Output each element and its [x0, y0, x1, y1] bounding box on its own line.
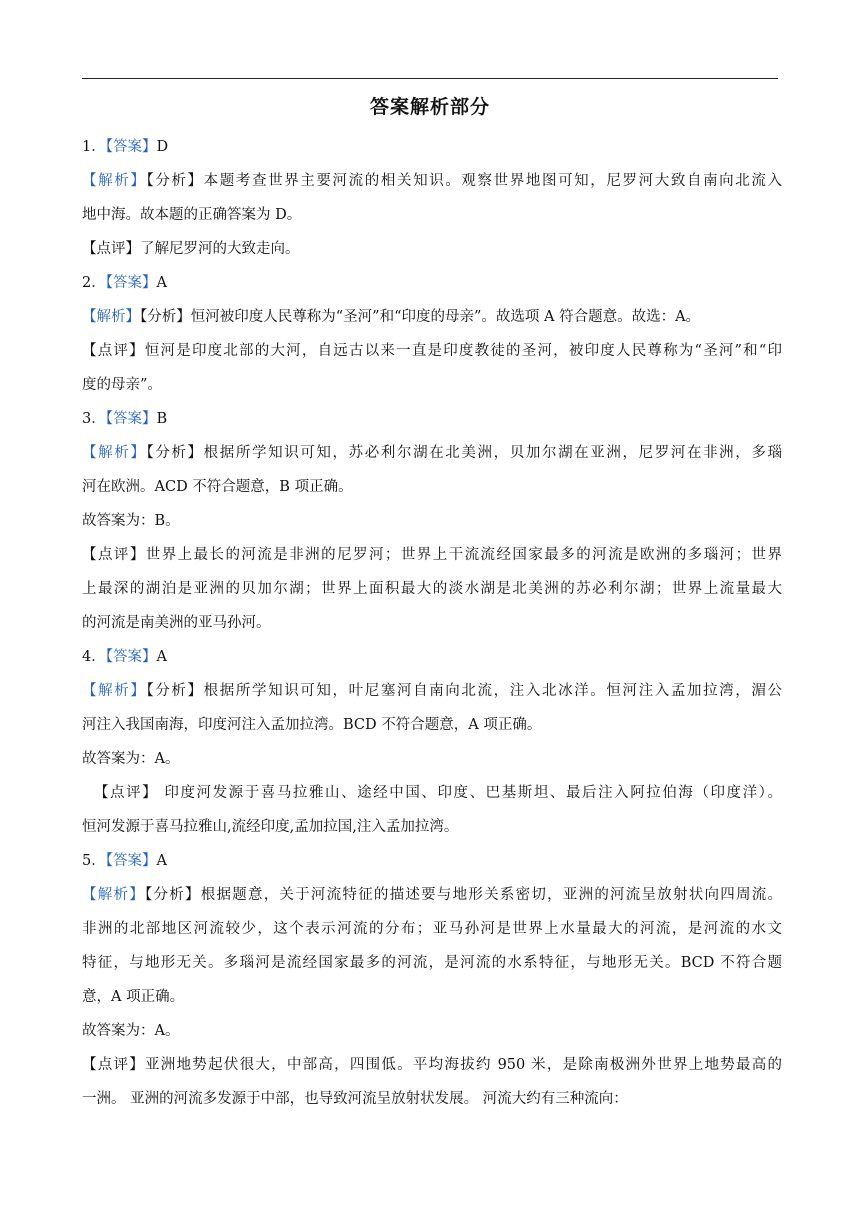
comment-text: 的河流是南美洲的亚马孙河。 — [82, 615, 271, 631]
analysis-line — [82, 470, 782, 504]
answer-value: B — [156, 411, 168, 427]
comment-text: 度的母亲”。 — [82, 377, 162, 393]
comment-line — [82, 810, 782, 844]
answer-tag: 【答案】 — [105, 275, 157, 291]
answer-line — [82, 402, 782, 436]
answer-value: A — [156, 853, 167, 869]
analysis-text: 河注入我国南海，印度河注入孟加拉湾。BCD 不符合题意，A 项正确。 — [82, 717, 542, 733]
comment-line — [82, 1048, 782, 1082]
analysis-text: 非洲的北部地区河流较少，这个表示河流的分布；亚马孙河是世界上水量最大的河流，是河流的水文 — [82, 921, 782, 937]
answer-value: D — [156, 139, 169, 155]
comment-line — [82, 368, 782, 402]
comment-line — [82, 334, 782, 368]
answer-tag: 【答案】 — [105, 139, 157, 155]
comment-line — [82, 538, 782, 572]
answer-tag: 【答案】 — [105, 411, 157, 427]
comment-text: 恒河发源于喜马拉雅山,流经印度,孟加拉国,注入孟加拉湾。 — [82, 819, 459, 835]
comment-text: 【点评】恒河是印度北部的大河，自远古以来一直是印度教徒的圣河，被印度人民尊称为“圣河”和“印 — [82, 343, 782, 359]
comment-text: 【点评】亚洲地势起伏很大，中部高，四围低。平均海拔约 950 米，是除南极洲外世界上地势最高的 — [82, 1057, 782, 1073]
comment-text: 【点评】了解尼罗河的大致走向。 — [82, 241, 300, 257]
analysis-text: 【分析】恒河被印度人民尊称为“圣河”和“印度的母亲”。故选项 A 符合题意。故选：A。 — [140, 309, 701, 325]
analysis-tag: 【解析】 — [82, 309, 140, 325]
analysis-tag: 【解析】 — [82, 683, 147, 699]
comment-text: 【点评】 印度河发源于喜马拉雅山、途经中国、印度、巴基斯坦、最后注入阿拉伯海（印度洋）。 — [94, 785, 782, 801]
analysis-line — [82, 912, 782, 946]
analysis-line — [82, 300, 782, 334]
comment-line — [82, 1082, 782, 1116]
comment-text: 【点评】世界上最长的河流是非洲的尼罗河；世界上干流流经国家最多的河流是欧洲的多瑙河；世界 — [82, 547, 782, 563]
analysis-tag: 【解析】 — [82, 445, 147, 461]
answer-line — [82, 130, 782, 164]
analysis-tag: 【解析】 — [82, 887, 145, 903]
conclusion-line — [82, 504, 782, 538]
comment-text: 上最深的湖泊是亚洲的贝加尔湖；世界上面积最大的淡水湖是北美洲的苏必利尔湖；世界上流量最大 — [82, 581, 782, 597]
conclusion-text: 故答案为：B。 — [82, 513, 180, 529]
analysis-line — [82, 436, 782, 470]
answer-tag: 【答案】 — [105, 649, 157, 665]
comment-line — [82, 232, 782, 266]
analysis-text: 【分析】根据题意，关于河流特征的描述要与地形关系密切，亚洲的河流呈放射状向四周流。 — [144, 887, 782, 903]
analysis-line — [82, 708, 782, 742]
analysis-text: 【分析】本题考查世界主要河流的相关知识。观察世界地图可知，尼罗河大致自南向北流入 — [146, 173, 782, 189]
answer-tag: 【答案】 — [105, 853, 157, 869]
question-number: 2． — [82, 275, 106, 291]
answer-line — [82, 266, 782, 300]
question-number: 1． — [82, 139, 106, 155]
analysis-line — [82, 674, 782, 708]
comment-line — [82, 606, 782, 640]
analysis-line — [82, 980, 782, 1014]
comment-line — [82, 572, 782, 606]
analysis-text: 【分析】根据所学知识可知，苏必利尔湖在北美洲，贝加尔湖在亚洲，尼罗河在非洲，多瑙 — [146, 445, 782, 461]
page-title: 答案解析部分 — [369, 96, 490, 118]
answer-content — [82, 130, 782, 1116]
analysis-text: 【分析】根据所学知识可知，叶尼塞河自南向北流，注入北冰洋。恒河注入孟加拉湾，湄公 — [146, 683, 782, 699]
analysis-line — [82, 164, 782, 198]
answer-value: A — [156, 275, 167, 291]
analysis-text: 河在欧洲。ACD 不符合题意，B 项正确。 — [82, 479, 353, 495]
analysis-text: 特征，与地形无关。多瑙河是流经国家最多的河流，是河流的水系特征，与地形无关。BCD 不符合题 — [82, 955, 782, 971]
conclusion-line — [82, 742, 782, 776]
analysis-tag: 【解析】 — [82, 173, 147, 189]
comment-line — [82, 776, 782, 810]
comment-text: 一洲。 亚洲的河流多发源于中部，也导致河流呈放射状发展。 河流大约有三种流向： — [82, 1091, 628, 1107]
answer-line — [82, 640, 782, 674]
analysis-line — [82, 198, 782, 232]
question-number: 4． — [82, 649, 106, 665]
analysis-line — [82, 878, 782, 912]
analysis-text: 地中海。故本题的正确答案为 D。 — [82, 207, 302, 223]
header-rule — [82, 78, 778, 79]
conclusion-text: 故答案为：A。 — [82, 751, 180, 767]
answer-value: A — [156, 649, 167, 665]
question-number: 5． — [82, 853, 106, 869]
analysis-line — [82, 946, 782, 980]
answer-line — [82, 844, 782, 878]
analysis-text: 意，A 项正确。 — [82, 989, 185, 1005]
conclusion-line — [82, 1014, 782, 1048]
conclusion-text: 故答案为：A。 — [82, 1023, 180, 1039]
question-number: 3． — [82, 411, 106, 427]
